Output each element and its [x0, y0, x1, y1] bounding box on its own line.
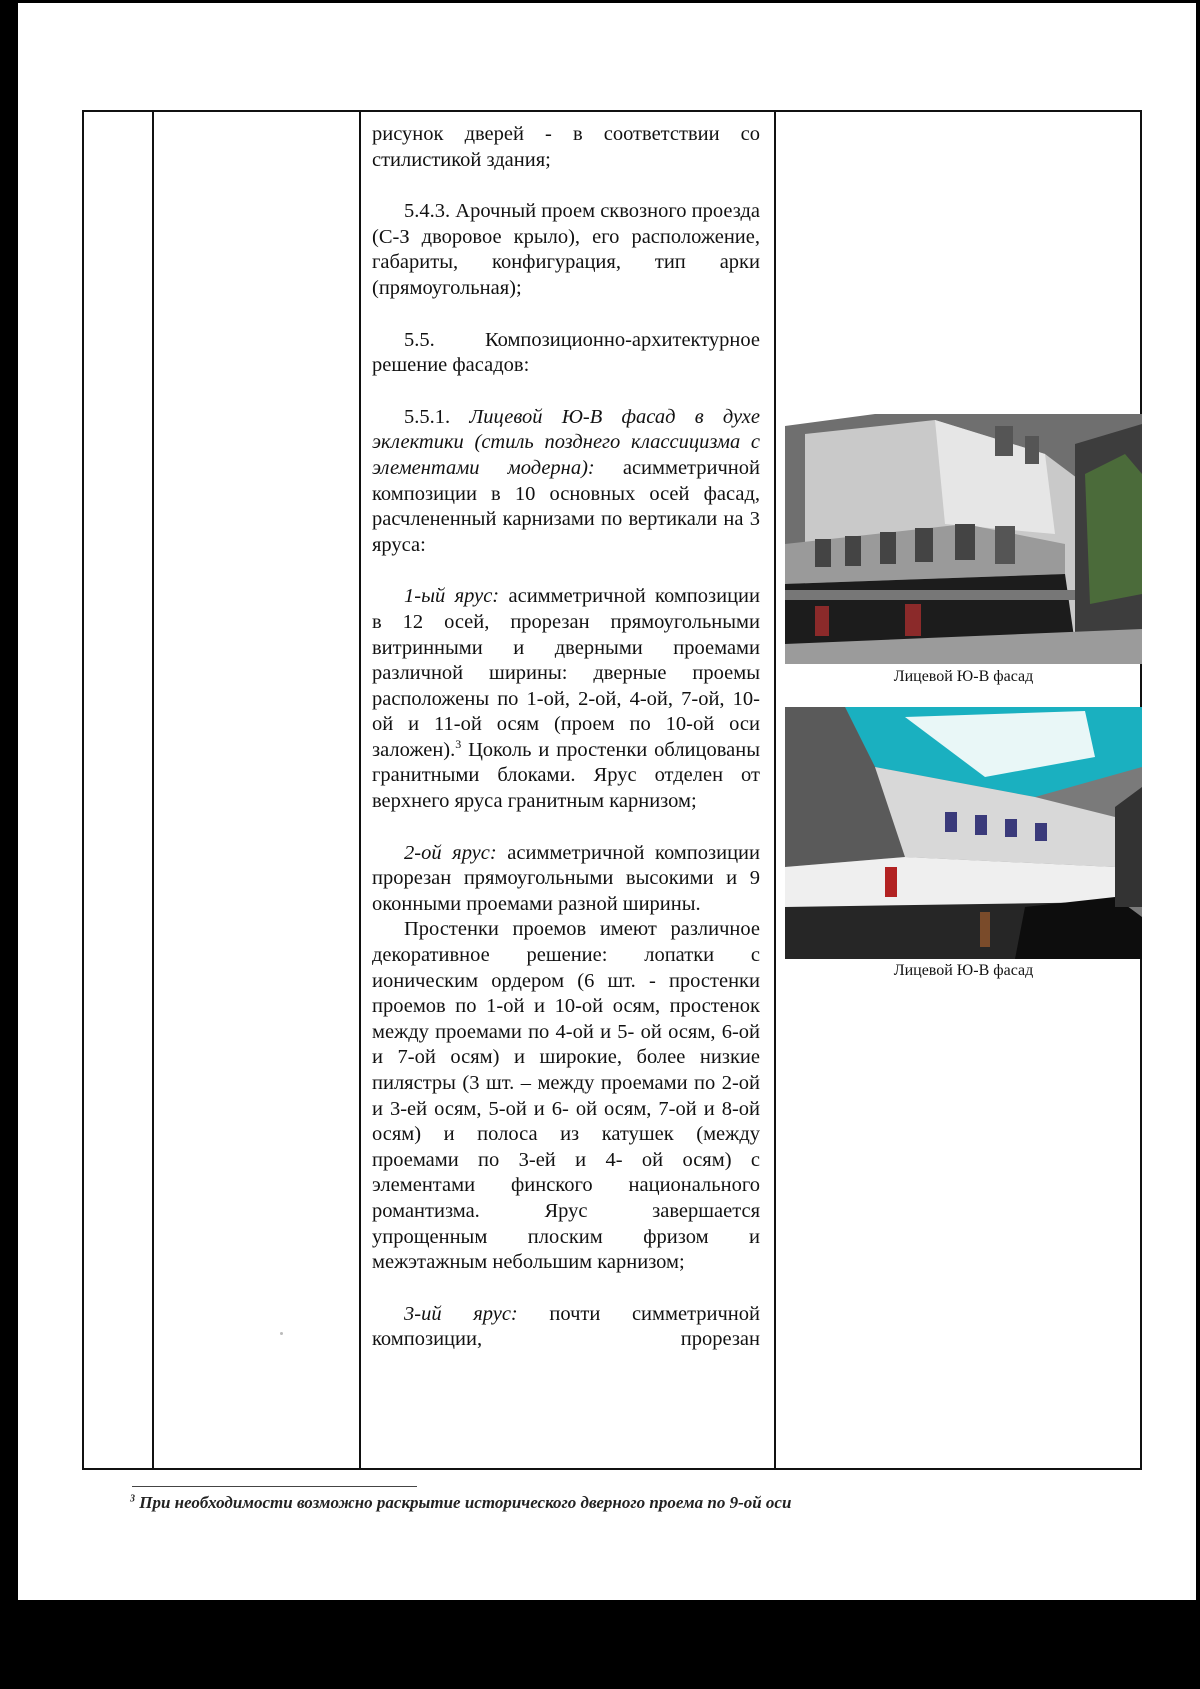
- paragraph-piers: Простенки проемов имеют различное декоративное решение: лопатки с ионическим ордером (6 шт. - простенки проемов по 1-ой и 10-ой осям, простенок между проемами по 4-ой и 5- ой осям, 6-ой и 7-ой осям) и широкие, более низкие пилястры (3 шт. – между проемами по 2-ой и 3-ей осям, 5-ой и 6- ой осям, 7-ой и 8-ой осям) и полоса из катушек (между проемами по 3-ей и 4- ой осям) с элементами финского национального романтизма. Ярус завершается упрощенным плоским фризом и межэтажным небольшим карнизом;: [372, 918, 760, 1274]
- scan-edge-top: [0, 0, 1200, 3]
- footnote-text: При необходимости возможно раскрытие исторического дверного проема по 9-ой оси: [139, 1493, 792, 1512]
- facade-description: асимметричной композиции в 10 основных осей фасад, расчлененный карнизами по вертикали на 3 яруса:: [372, 456, 760, 556]
- table-column-divider-2: [359, 112, 361, 1468]
- tier-3-label: 3-ий ярус:: [404, 1302, 518, 1325]
- footnote-reference: 3: [455, 737, 462, 752]
- photo-1-caption: Лицевой Ю-В фасад: [893, 668, 1034, 685]
- paragraph-tier-1: [372, 584, 760, 814]
- table-column-divider-3: [774, 112, 776, 1468]
- facade-photo-1: [785, 414, 1142, 664]
- facade-photo-2: [785, 707, 1142, 959]
- footnote: [130, 1493, 791, 1513]
- paragraph-main-facade: [372, 405, 760, 559]
- tier-2-text: асимметричной композиции прорезан прямоугольными высокими и 9 оконными проемами разной ширины.: [372, 841, 760, 915]
- facade-style-italic: Лицевой Ю-В фасад в духе эклектики (стиль позднего классицизма с элементами модерна):: [372, 405, 760, 479]
- paragraph-arch-opening: 5.4.3. Арочный проем сквозного проезда (С-З дворовое крыло), его расположение, габариты, конфигурация, тип арки (прямоугольная);: [372, 200, 760, 299]
- tier-1-label: 1-ый ярус:: [404, 585, 500, 608]
- paragraph-facade-composition: 5.5. Композиционно-архитектурное решение фасадов:: [372, 328, 760, 377]
- paragraph-tier-2: [372, 841, 760, 918]
- tier-3-text: почти симметричной композиции, прорезан: [372, 1302, 760, 1351]
- paragraph-door-pattern: рисунок дверей - в соответствии со стилистикой здания;: [372, 123, 760, 171]
- scan-edge-right: [1196, 0, 1200, 1600]
- scan-speck: [280, 1332, 283, 1335]
- photo-2-caption: Лицевой Ю-В фасад: [893, 962, 1034, 979]
- table-column-divider-1: [152, 112, 154, 1468]
- paragraph-tier-3: [372, 1302, 760, 1353]
- tier-2-label: 2-ой ярус:: [404, 841, 497, 864]
- section-number: 5.5.1.: [404, 405, 451, 428]
- footnote-separator: [132, 1486, 417, 1487]
- tier-1-text-b: Цоколь и простенки облицованы гранитными блоками. Ярус отделен от верхнего яруса гранитным карнизом;: [372, 738, 760, 813]
- scan-edge-left: [0, 0, 18, 1600]
- text-column: [372, 122, 760, 1353]
- footnote-mark: 3: [130, 1493, 135, 1505]
- tier-1-text-a: асимметричной композиции в 12 осей, прорезан прямоугольными витринными и дверными проемами различной ширины: дверные проемы расположены по 1-ой, 2-ой, 4-ой, 7-ой, 10-ой и 11-ой осям (проем по 10-ой оси заложен).: [372, 585, 760, 761]
